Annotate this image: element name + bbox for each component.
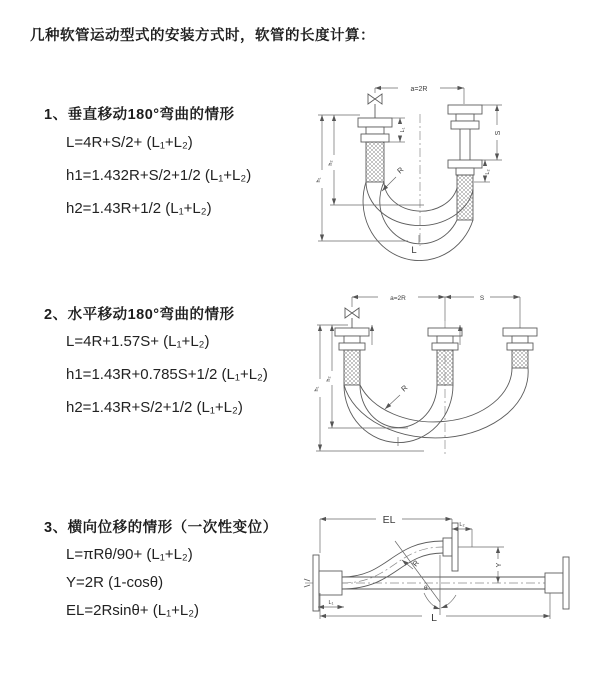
formula: EL=2Rsinθ+ (L₁+L₂) xyxy=(66,602,200,619)
hose-u-bend xyxy=(344,368,528,443)
theta-label: θ xyxy=(424,585,428,592)
section-3-formulas xyxy=(66,541,199,625)
right-fitting xyxy=(503,328,537,368)
section-1-formulas xyxy=(66,126,251,225)
formula: L=πRθ/90+ (L₁+L₂) xyxy=(66,546,193,563)
formula: Y=2R (1-cosθ) xyxy=(66,574,164,591)
dim-l2-label: L₂ xyxy=(459,522,465,528)
left-fitting xyxy=(358,118,392,182)
dim-h1-label: h₁ xyxy=(316,177,322,183)
formula: L=4R+S/2+ (L₁+L₂) xyxy=(66,134,193,151)
curved-hose xyxy=(342,523,458,589)
dim-h1-label: h₁ xyxy=(314,386,320,392)
diagram-vertical-180 xyxy=(312,70,567,255)
dim-l2-label: L₂ xyxy=(485,169,491,175)
diagram-lateral-displacement xyxy=(300,503,590,651)
dim-s-label: S xyxy=(479,295,485,302)
page-title: 几种软管运动型式的安装方式时，软管的长度计算： xyxy=(30,28,375,44)
radius-label: R xyxy=(395,165,406,176)
dim-l-label: L xyxy=(411,245,417,256)
right-fitting-upper xyxy=(448,105,482,160)
dim-el-label: EL xyxy=(382,514,396,526)
left-fitting xyxy=(335,328,369,385)
dim-y-label: Y xyxy=(496,562,503,568)
right-fitting-lower xyxy=(448,160,482,220)
radius-label: R xyxy=(399,383,410,394)
dim-a-label: a=2R xyxy=(410,86,428,93)
formula: h1=1.432R+S/2+1/2 (L₁+L₂) xyxy=(66,167,252,184)
formula: h2=1.43R+S/2+1/2 (L₁+L₂) xyxy=(66,399,243,416)
dim-s-label: S xyxy=(495,130,502,136)
section-3-heading: 3、横向位移的情形（一次性变位） xyxy=(44,520,278,536)
formula: h1=1.43R+0.785S+1/2 (L₁+L₂) xyxy=(66,366,268,383)
formula: L=4R+1.57S+ (L₁+L₂) xyxy=(66,333,210,350)
section-2-formulas xyxy=(66,325,268,424)
hose-u-bend xyxy=(363,182,473,261)
diagram-horizontal-180 xyxy=(312,283,580,463)
dim-l1-label: L₁ xyxy=(328,600,334,606)
dim-a-label: a=2R xyxy=(390,295,406,302)
section-1-heading: 1、垂直移动180°弯曲的情形 xyxy=(44,107,235,123)
dim-l-label: L xyxy=(431,612,437,624)
formula: h2=1.43R+1/2 (L₁+L₂) xyxy=(66,200,212,217)
dim-h2-label: h₂ xyxy=(326,376,332,382)
middle-fitting xyxy=(428,328,462,385)
dim-l1-label: L₁ xyxy=(400,127,406,133)
dim-h2-label: h₂ xyxy=(328,160,334,166)
radius-label: R xyxy=(410,558,421,569)
section-2-heading: 2、水平移动180°弯曲的情形 xyxy=(44,307,235,323)
valve-icon xyxy=(368,94,382,118)
